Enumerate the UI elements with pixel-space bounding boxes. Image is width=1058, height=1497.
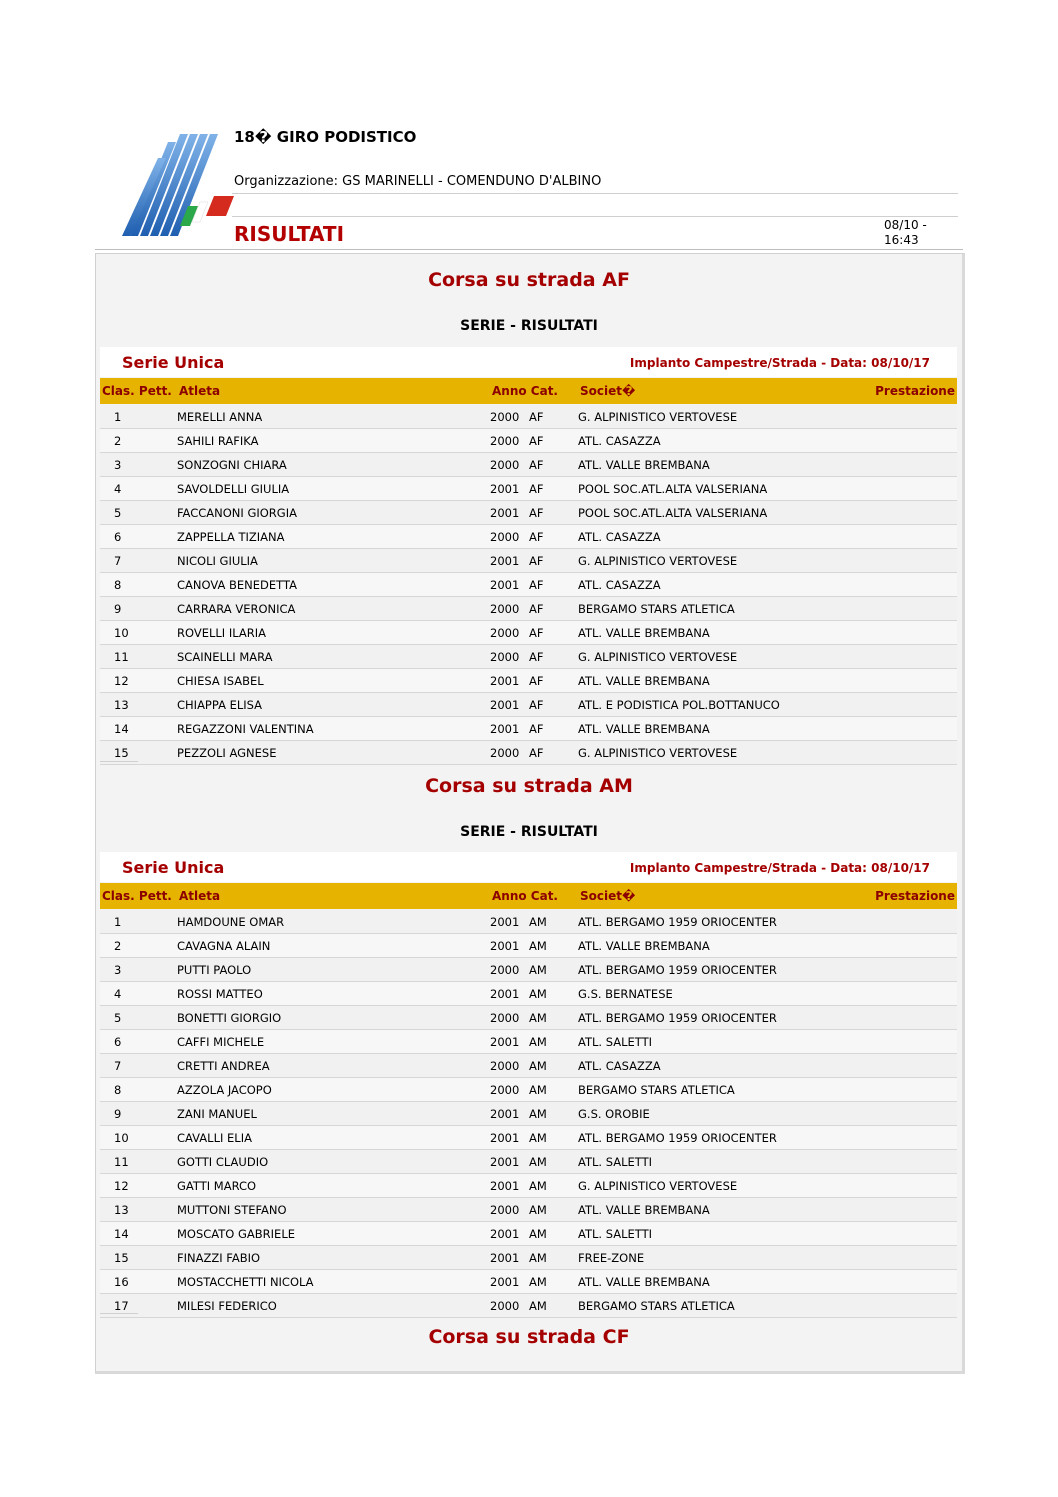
position-cell: 13 <box>114 1203 129 1217</box>
club-cell: ATL. BERGAMO 1959 ORIOCENTER <box>578 963 777 977</box>
club-cell: ATL. SALETTI <box>578 1227 653 1241</box>
birth-year-cell: 2000 <box>490 963 520 977</box>
col-atleta: Atleta <box>179 889 221 903</box>
club-cell: ATL. BERGAMO 1959 ORIOCENTER <box>578 915 777 929</box>
serie-results-title: SERIE - RISULTATI <box>460 318 598 334</box>
birth-year-cell: 2001 <box>490 1251 520 1265</box>
position-cell: 11 <box>114 650 129 664</box>
club-cell: ATL. BERGAMO 1959 ORIOCENTER <box>578 1011 777 1025</box>
results-table-af <box>100 405 957 765</box>
club-cell: ATL. CASAZZA <box>578 1059 661 1073</box>
category-cell: AF <box>529 746 544 760</box>
results-table-am <box>100 910 957 1318</box>
event-title: 18� GIRO PODISTICO <box>234 128 417 146</box>
athlete-name-cell: SCAINELLI MARA <box>177 650 273 664</box>
athlete-name-cell: MILESI FEDERICO <box>177 1299 277 1313</box>
category-cell: AF <box>529 410 544 424</box>
category-cell: AF <box>529 482 544 496</box>
category-cell: AF <box>529 626 544 640</box>
birth-year-cell: 2001 <box>490 698 520 712</box>
table-row <box>100 429 957 453</box>
col-anno-cat: Anno Cat. <box>492 384 558 398</box>
position-cell: 10 <box>114 1131 129 1145</box>
position-cell: 4 <box>114 482 122 496</box>
divider <box>232 216 958 217</box>
athlete-name-cell: ROVELLI ILARIA <box>177 626 267 640</box>
divider <box>232 193 958 194</box>
athlete-name-cell: FINAZZI FABIO <box>177 1251 261 1265</box>
club-cell: ATL. CASAZZA <box>578 434 661 448</box>
club-cell: ATL. CASAZZA <box>578 578 661 592</box>
athlete-name-cell: BONETTI GIORGIO <box>177 1011 282 1025</box>
position-cell: 12 <box>114 674 129 688</box>
organization-line: Organizzazione: GS MARINELLI - COMENDUNO D'ALBINO <box>234 174 602 189</box>
club-cell: ATL. VALLE BREMBANA <box>578 458 710 472</box>
birth-year-cell: 2001 <box>490 915 520 929</box>
serie-results-title: SERIE - RISULTATI <box>460 824 598 840</box>
birth-year-cell: 2000 <box>490 626 520 640</box>
athlete-name-cell: MOSCATO GABRIELE <box>177 1227 295 1241</box>
category-cell: AM <box>529 1083 547 1097</box>
birth-year-cell: 2001 <box>490 1107 520 1121</box>
category-cell: AF <box>529 674 544 688</box>
timestamp <box>884 218 944 248</box>
category-cell: AM <box>529 963 547 977</box>
table-row <box>100 1174 957 1198</box>
club-cell: ATL. E PODISTICA POL.BOTTANUCO <box>578 698 780 712</box>
category-cell: AM <box>529 1107 547 1121</box>
race-title: Corsa su strada AF <box>428 269 630 291</box>
timestamp-time: 16:43 <box>884 233 919 247</box>
category-cell: AM <box>529 1011 547 1025</box>
category-cell: AF <box>529 578 544 592</box>
birth-year-cell: 2000 <box>490 1011 520 1025</box>
club-cell: G.S. OROBIE <box>578 1107 650 1121</box>
position-cell: 13 <box>114 698 129 712</box>
category-cell: AF <box>529 530 544 544</box>
race-title: Corsa su strada CF <box>428 1326 630 1348</box>
position-cell: 8 <box>114 578 122 592</box>
position-cell: 10 <box>114 626 129 640</box>
position-cell: 15 <box>114 1251 129 1265</box>
table-row <box>100 453 957 477</box>
category-cell: AF <box>529 458 544 472</box>
club-cell: G. ALPINISTICO VERTOVESE <box>578 554 738 568</box>
birth-year-cell: 2001 <box>490 987 520 1001</box>
category-cell: AF <box>529 650 544 664</box>
table-row <box>100 717 957 741</box>
col-prestazione: Prestazione <box>875 384 955 398</box>
section-title: RISULTATI <box>234 222 345 246</box>
category-cell: AM <box>529 1299 547 1313</box>
category-cell: AM <box>529 915 547 929</box>
athlete-name-cell: CAVALLI ELIA <box>177 1131 252 1145</box>
table-row <box>100 1078 957 1102</box>
table-row <box>100 1006 957 1030</box>
club-cell: ATL. VALLE BREMBANA <box>578 674 710 688</box>
birth-year-cell: 2001 <box>490 578 520 592</box>
category-cell: AM <box>529 1179 547 1193</box>
category-cell: AM <box>529 1203 547 1217</box>
category-cell: AF <box>529 434 544 448</box>
birth-year-cell: 2000 <box>490 1059 520 1073</box>
club-cell: ATL. BERGAMO 1959 ORIOCENTER <box>578 1131 777 1145</box>
category-cell: AM <box>529 1155 547 1169</box>
category-cell: AM <box>529 987 547 1001</box>
club-cell: BERGAMO STARS ATLETICA <box>578 1083 735 1097</box>
athlete-name-cell: SAVOLDELLI GIULIA <box>177 482 290 496</box>
timestamp-date: 08/10 - <box>884 218 927 232</box>
position-cell: 6 <box>114 530 122 544</box>
table-row <box>100 597 957 621</box>
position-cell: 14 <box>114 722 129 736</box>
fidal-logo <box>118 132 238 240</box>
category-cell: AM <box>529 1251 547 1265</box>
club-cell: ATL. SALETTI <box>578 1035 653 1049</box>
table-row <box>100 910 957 934</box>
athlete-name-cell: SAHILI RAFIKA <box>177 434 259 448</box>
birth-year-cell: 2001 <box>490 722 520 736</box>
birth-year-cell: 2000 <box>490 458 520 472</box>
club-cell: ATL. VALLE BREMBANA <box>578 1203 710 1217</box>
athlete-name-cell: PEZZOLI AGNESE <box>177 746 277 760</box>
position-cell: 5 <box>114 1011 122 1025</box>
club-cell: FREE-ZONE <box>578 1251 645 1265</box>
birth-year-cell: 2001 <box>490 1179 520 1193</box>
table-row <box>100 405 957 429</box>
table-row <box>100 621 957 645</box>
birth-year-cell: 2001 <box>490 1035 520 1049</box>
table-row <box>100 477 957 501</box>
position-cell: 4 <box>114 987 122 1001</box>
table-row <box>100 669 957 693</box>
table-row <box>100 1054 957 1078</box>
table-row <box>100 1102 957 1126</box>
birth-year-cell: 2001 <box>490 1275 520 1289</box>
table-row <box>100 934 957 958</box>
position-cell: 8 <box>114 1083 122 1097</box>
athlete-name-cell: CAFFI MICHELE <box>177 1035 265 1049</box>
position-cell: 11 <box>114 1155 129 1169</box>
category-cell: AM <box>529 939 547 953</box>
athlete-name-cell: CRETTI ANDREA <box>177 1059 270 1073</box>
position-cell: 17 <box>114 1299 129 1313</box>
col-clas-pett: Clas. Pett. <box>102 384 172 398</box>
athlete-name-cell: NICOLI GIULIA <box>177 554 258 568</box>
club-cell: G. ALPINISTICO VERTOVESE <box>578 1179 738 1193</box>
birth-year-cell: 2000 <box>490 746 520 760</box>
table-end-line <box>100 761 138 762</box>
club-cell: POOL SOC.ATL.ALTA VALSERIANA <box>578 506 768 520</box>
category-cell: AM <box>529 1275 547 1289</box>
position-cell: 7 <box>114 1059 122 1073</box>
table-row <box>100 1198 957 1222</box>
table-row <box>100 549 957 573</box>
birth-year-cell: 2000 <box>490 1299 520 1313</box>
position-cell: 1 <box>114 410 122 424</box>
club-cell: ATL. VALLE BREMBANA <box>578 722 710 736</box>
birth-year-cell: 2001 <box>490 1227 520 1241</box>
category-cell: AM <box>529 1035 547 1049</box>
club-cell: G. ALPINISTICO VERTOVESE <box>578 650 738 664</box>
athlete-name-cell: ZANI MANUEL <box>177 1107 257 1121</box>
position-cell: 15 <box>114 746 129 760</box>
athlete-name-cell: GATTI MARCO <box>177 1179 257 1193</box>
athlete-name-cell: MERELLI ANNA <box>177 410 263 424</box>
club-cell: POOL SOC.ATL.ALTA VALSERIANA <box>578 482 768 496</box>
athlete-name-cell: CHIESA ISABEL <box>177 674 264 688</box>
position-cell: 5 <box>114 506 122 520</box>
athlete-name-cell: REGAZZONI VALENTINA <box>177 722 314 736</box>
venue-date: Implanto Campestre/Strada - Data: 08/10/17 <box>629 356 930 370</box>
table-row <box>100 645 957 669</box>
table-row <box>100 693 957 717</box>
col-prestazione: Prestazione <box>875 889 955 903</box>
serie-name: Serie Unica <box>122 858 225 877</box>
birth-year-cell: 2000 <box>490 410 520 424</box>
birth-year-cell: 2000 <box>490 602 520 616</box>
table-end-line <box>100 1313 138 1314</box>
col-clas-pett: Clas. Pett. <box>102 889 172 903</box>
athlete-name-cell: AZZOLA JACOPO <box>177 1083 272 1097</box>
club-cell: G. ALPINISTICO VERTOVESE <box>578 410 738 424</box>
table-row <box>100 501 957 525</box>
position-cell: 9 <box>114 1107 122 1121</box>
birth-year-cell: 2001 <box>490 482 520 496</box>
birth-year-cell: 2001 <box>490 1155 520 1169</box>
position-cell: 7 <box>114 554 122 568</box>
club-cell: ATL. VALLE BREMBANA <box>578 626 710 640</box>
category-cell: AF <box>529 506 544 520</box>
category-cell: AF <box>529 554 544 568</box>
birth-year-cell: 2001 <box>490 1131 520 1145</box>
col-atleta: Atleta <box>179 384 221 398</box>
club-cell: BERGAMO STARS ATLETICA <box>578 602 735 616</box>
table-row <box>100 1030 957 1054</box>
divider <box>95 249 963 250</box>
category-cell: AM <box>529 1131 547 1145</box>
position-cell: 3 <box>114 963 122 977</box>
venue-date: Implanto Campestre/Strada - Data: 08/10/17 <box>629 861 930 875</box>
birth-year-cell: 2000 <box>490 1203 520 1217</box>
athlete-name-cell: PUTTI PAOLO <box>177 963 252 977</box>
position-cell: 3 <box>114 458 122 472</box>
serie-name: Serie Unica <box>122 353 225 372</box>
table-row <box>100 982 957 1006</box>
athlete-name-cell: CARRARA VERONICA <box>177 602 296 616</box>
position-cell: 2 <box>114 434 122 448</box>
athlete-name-cell: FACCANONI GIORGIA <box>177 506 297 520</box>
position-cell: 9 <box>114 602 122 616</box>
table-header <box>100 883 957 909</box>
club-cell: ATL. VALLE BREMBANA <box>578 1275 710 1289</box>
serie-header <box>100 852 957 882</box>
club-cell: ATL. VALLE BREMBANA <box>578 939 710 953</box>
serie-header <box>100 347 957 377</box>
position-cell: 16 <box>114 1275 129 1289</box>
race-title: Corsa su strada AM <box>425 775 633 797</box>
athlete-name-cell: MOSTACCHETTI NICOLA <box>177 1275 314 1289</box>
birth-year-cell: 2001 <box>490 554 520 568</box>
table-header <box>100 378 957 404</box>
club-cell: BERGAMO STARS ATLETICA <box>578 1299 735 1313</box>
birth-year-cell: 2001 <box>490 939 520 953</box>
athlete-name-cell: MUTTONI STEFANO <box>177 1203 287 1217</box>
table-row <box>100 741 957 765</box>
position-cell: 6 <box>114 1035 122 1049</box>
athlete-name-cell: CAVAGNA ALAIN <box>177 939 271 953</box>
col-societa: Societ� <box>580 889 636 903</box>
athlete-name-cell: HAMDOUNE OMAR <box>177 915 285 929</box>
club-cell: ATL. SALETTI <box>578 1155 653 1169</box>
athlete-name-cell: SONZOGNI CHIARA <box>177 458 287 472</box>
category-cell: AF <box>529 698 544 712</box>
col-societa: Societ� <box>580 384 636 398</box>
birth-year-cell: 2000 <box>490 530 520 544</box>
table-row <box>100 525 957 549</box>
club-cell: G.S. BERNATESE <box>578 987 673 1001</box>
table-row <box>100 1222 957 1246</box>
results-panel <box>95 253 965 1374</box>
birth-year-cell: 2000 <box>490 1083 520 1097</box>
birth-year-cell: 2000 <box>490 434 520 448</box>
category-cell: AM <box>529 1059 547 1073</box>
athlete-name-cell: CHIAPPA ELISA <box>177 698 263 712</box>
position-cell: 12 <box>114 1179 129 1193</box>
table-row <box>100 1246 957 1270</box>
table-row <box>100 1126 957 1150</box>
table-row <box>100 1294 957 1318</box>
table-row <box>100 958 957 982</box>
birth-year-cell: 2001 <box>490 674 520 688</box>
position-cell: 1 <box>114 915 122 929</box>
birth-year-cell: 2000 <box>490 650 520 664</box>
category-cell: AM <box>529 1227 547 1241</box>
category-cell: AF <box>529 722 544 736</box>
athlete-name-cell: ZAPPELLA TIZIANA <box>177 530 285 544</box>
club-cell: G. ALPINISTICO VERTOVESE <box>578 746 738 760</box>
club-cell: ATL. CASAZZA <box>578 530 661 544</box>
birth-year-cell: 2001 <box>490 506 520 520</box>
table-row <box>100 573 957 597</box>
table-row <box>100 1150 957 1174</box>
position-cell: 14 <box>114 1227 129 1241</box>
athlete-name-cell: ROSSI MATTEO <box>177 987 263 1001</box>
col-anno-cat: Anno Cat. <box>492 889 558 903</box>
athlete-name-cell: CANOVA BENEDETTA <box>177 578 297 592</box>
athlete-name-cell: GOTTI CLAUDIO <box>177 1155 269 1169</box>
category-cell: AF <box>529 602 544 616</box>
position-cell: 2 <box>114 939 122 953</box>
table-row <box>100 1270 957 1294</box>
